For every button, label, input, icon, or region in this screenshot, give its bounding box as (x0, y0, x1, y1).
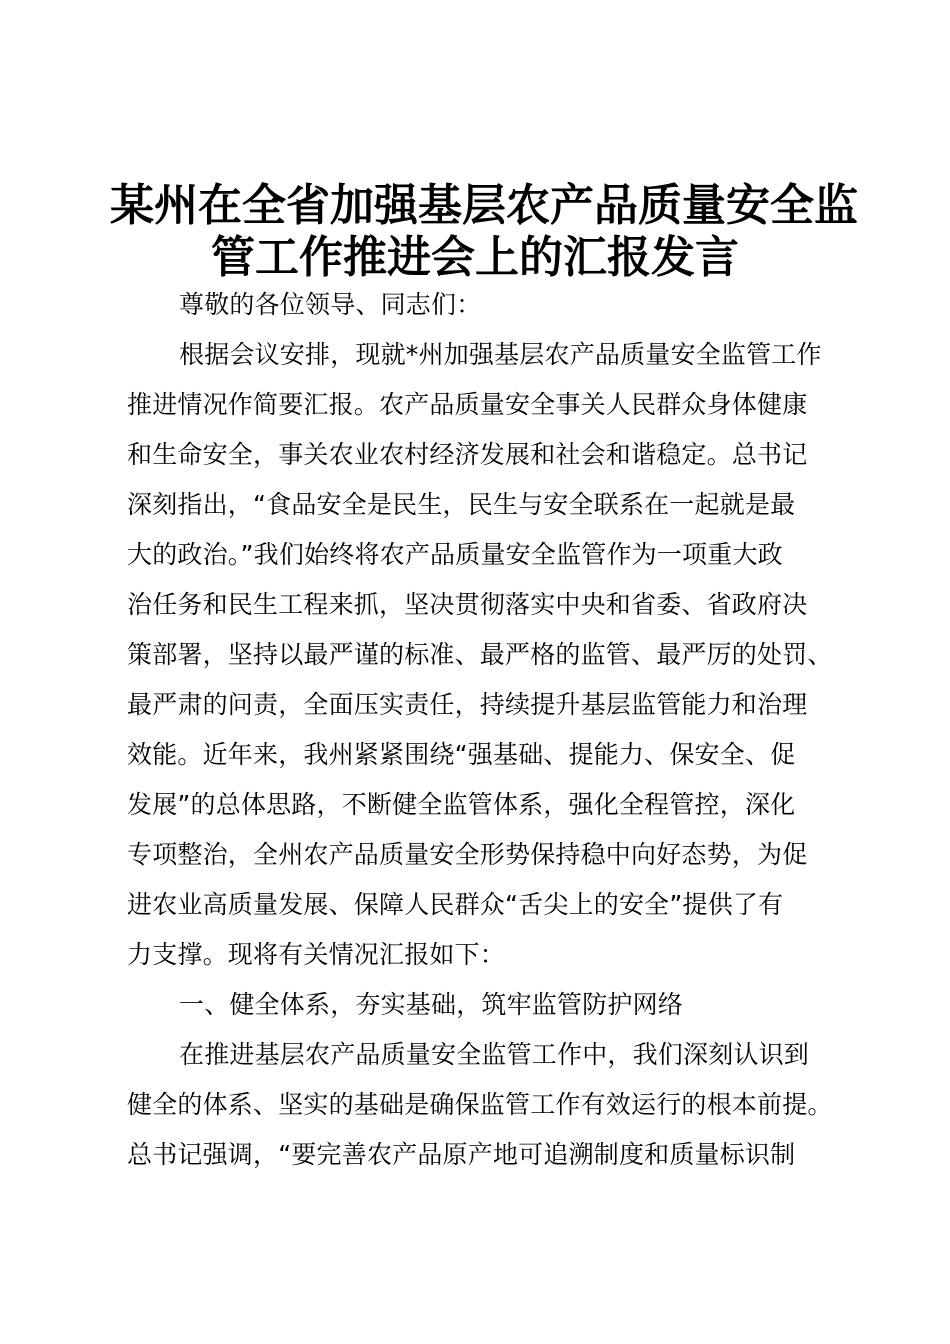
paragraph-line: 策部署，坚持以最严谨的标准、最严格的监管、最严厉的处罚、 (127, 640, 833, 669)
paragraph-line: 最严肃的问责，全面压实责任，持续提升基层监管能力和治理 (127, 690, 808, 719)
section-heading: 一、健全体系，夯实基础，筑牢监管防护网络 (179, 990, 684, 1019)
paragraph-line: 根据会议安排，现就*州加强基层农产品质量安全监管工作 (179, 340, 822, 369)
document-body (127, 280, 857, 1180)
paragraph-line: 力支撑。现将有关情况汇报如下： (127, 940, 506, 969)
paragraph-line: 健全的体系、坚实的基础是确保监管工作有效运行的根本前提。 (127, 1090, 833, 1119)
salutation: 尊敬的各位领导、同志们： (179, 290, 482, 319)
paragraph-line: 治任务和民生工程来抓，坚决贯彻落实中央和省委、省政府决 (127, 590, 808, 619)
document-title-line-2: 管工作推进会上的汇报发言 (211, 232, 739, 283)
paragraph-line: 大的政治。”我们始终将农产品质量安全监管作为一项重大政 (127, 540, 783, 569)
paragraph-line: 进农业高质量发展、保障人民群众“舌尖上的安全”提供了有 (127, 890, 784, 919)
paragraph-line: 发展”的总体思路，不断健全监管体系，强化全程管控，深化 (127, 790, 796, 819)
paragraph-line: 专项整治，全州农产品质量安全形势保持稳中向好态势，为促 (127, 840, 808, 869)
paragraph-line: 深刻指出，“食品安全是民生，民生与安全联系在一起就是最 (127, 490, 796, 519)
document-title-line-1: 某州在全省加强基层农产品质量安全监 (110, 180, 858, 231)
paragraph-line: 推进情况作简要汇报。农产品质量安全事关人民群众身体健康 (127, 390, 808, 419)
paragraph-line: 总书记强调，“要完善农产品原产地可追溯制度和质量标识制 (127, 1140, 796, 1169)
paragraph-line: 效能。近年来，我州紧紧围绕“强基础、提能力、保安全、促 (127, 740, 796, 769)
paragraph-line: 在推进基层农产品质量安全监管工作中，我们深刻认识到 (179, 1040, 810, 1069)
paragraph-line: 和生命安全，事关农业农村经济发展和社会和谐稳定。总书记 (127, 440, 808, 469)
